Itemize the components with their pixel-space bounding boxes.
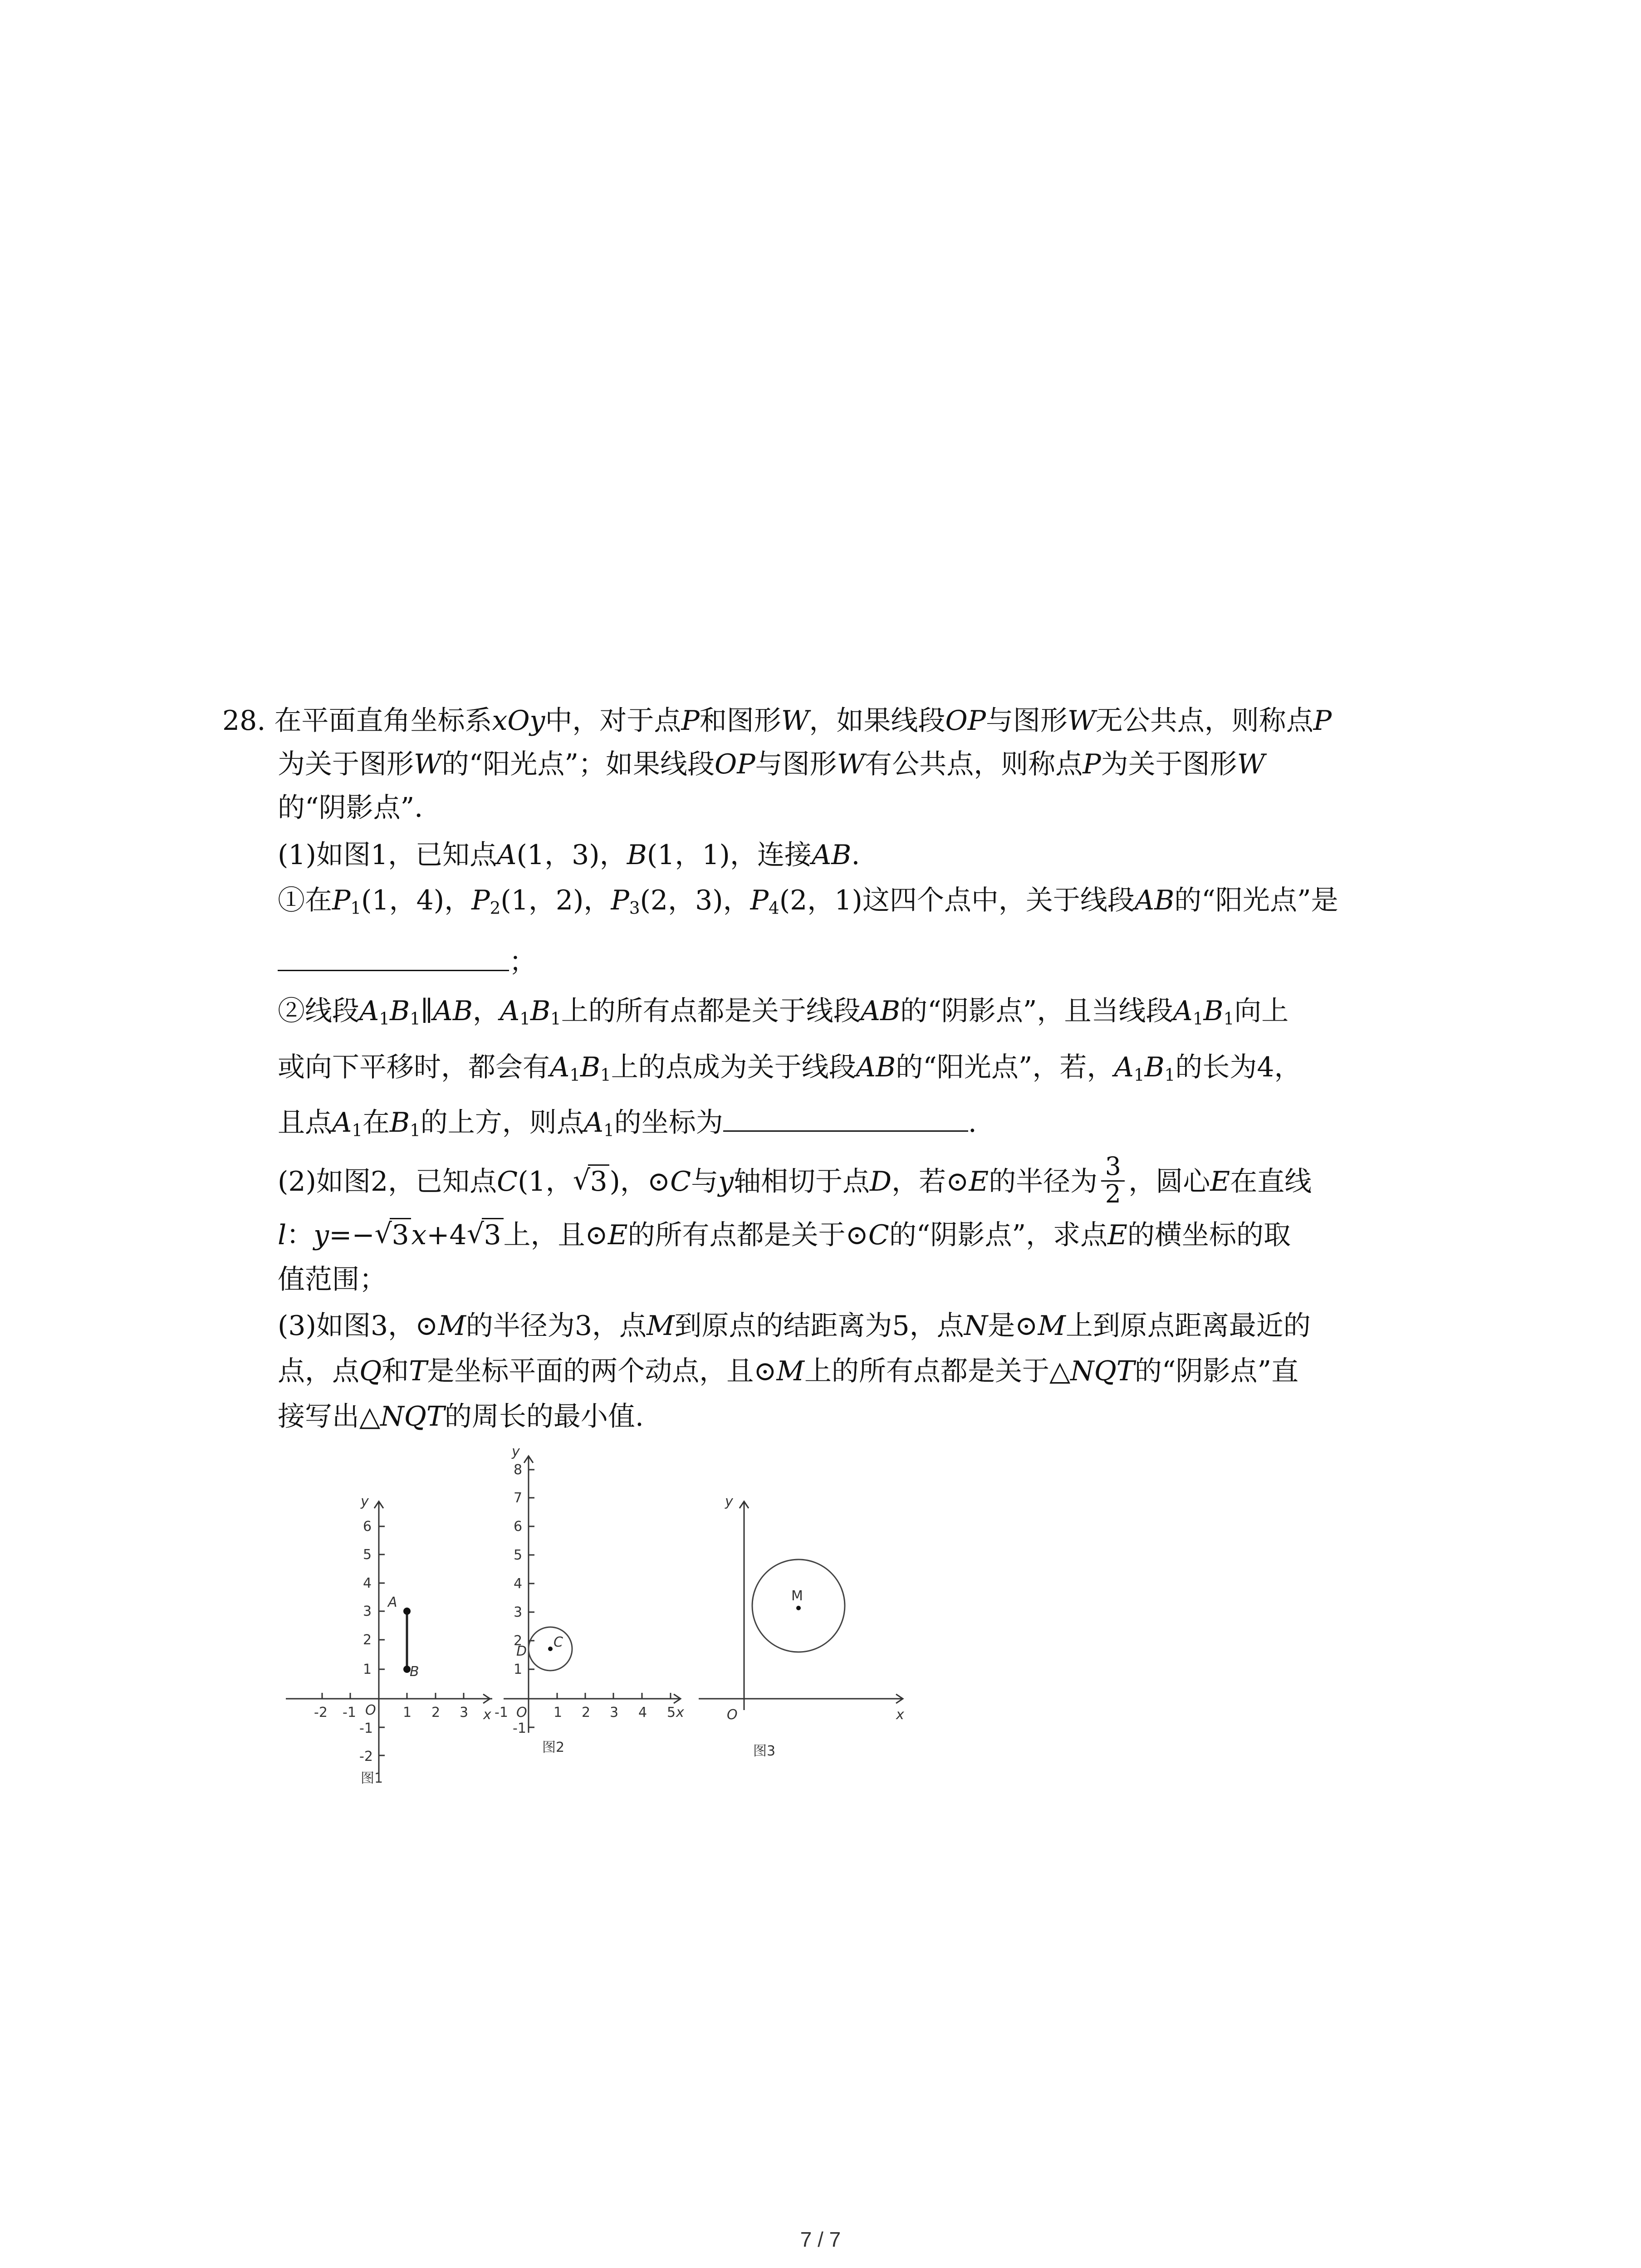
question-2-line-3: 且点$A_1$在$B_1$的上方，则点$A_1$的坐标为 . [278,1107,977,1140]
svg-text:O: O [727,1707,738,1723]
fig3-center-m [796,1606,801,1610]
svg-text:-2: -2 [359,1749,373,1765]
svg-text:x: x [483,1707,491,1723]
figure-1 [277,1488,495,1787]
svg-text:-1: -1 [343,1705,356,1721]
svg-text:2: 2 [363,1632,372,1648]
svg-text:6: 6 [363,1519,372,1535]
part-1-statement: (1)如图1，已知点A(1，3)，B(1，1)，连接AB. [278,839,860,871]
part-3-line-3: 接写出△NQT的周长的最小值. [278,1401,644,1432]
svg-text:1: 1 [514,1662,523,1677]
svg-text:4: 4 [638,1705,647,1721]
svg-text:x: x [676,1705,684,1721]
figure-2 [495,1442,690,1760]
svg-text:3: 3 [514,1604,523,1620]
sqrt-symbol: √ 3 [573,1159,610,1204]
svg-text:1: 1 [554,1705,563,1721]
svg-text:4: 4 [363,1575,372,1591]
question-2-line-2: 或向下平移时，都会有$A_1B_1$上的点成为关于线段AB的“阳光点”，若，$A_1B_1$的长为4， [278,1051,1302,1085]
fraction-three-halves: $\frac{3}{2}$ [1101,1154,1125,1208]
svg-text:y: y [725,1494,733,1510]
svg-text:2: 2 [431,1705,441,1721]
svg-text:-1: -1 [513,1721,526,1736]
svg-text:图3: 图3 [753,1743,776,1759]
problem-number: 28. [222,705,266,737]
svg-text:1: 1 [403,1705,412,1721]
problem-intro-line-1: 28. 在平面直角坐标系xOy中，对于点P和图形W，如果线段OP与图形W无公共点，则称点P [222,705,1332,737]
svg-text:y: y [361,1494,369,1510]
question-1: ①在$P_1(1$，4)，$P_2(1$，2)，$P_3(2$，3)，$P_4(2$，1)这四个点中，关于线段AB的“阳光点”是 [278,885,1338,918]
question-1-answer-line: ； [278,940,536,984]
svg-text:-1: -1 [359,1721,373,1736]
svg-text:3: 3 [610,1705,619,1721]
part-3-line-1: (3)如图3，⊙M的半径为3，点M到原点的结距离为5，点N是⊙M上到原点距离最近的 [278,1310,1311,1342]
svg-text:x: x [896,1707,904,1723]
svg-text:3: 3 [460,1705,469,1721]
svg-text:5: 5 [514,1547,523,1563]
svg-text:2: 2 [514,1633,523,1649]
svg-text:2: 2 [582,1705,591,1721]
svg-text:M: M [791,1588,803,1604]
svg-text:6: 6 [514,1519,523,1535]
svg-text:4: 4 [514,1576,523,1592]
svg-text:1: 1 [363,1662,372,1677]
figure-3 [690,1488,912,1760]
part-2-line-3: 值范围； [278,1264,387,1295]
svg-text:y: y [512,1444,520,1460]
svg-text:O: O [516,1705,527,1721]
svg-text:5: 5 [363,1547,372,1563]
svg-text:8: 8 [514,1462,523,1478]
svg-text:O: O [365,1702,376,1718]
part-2-line-2: l：y=−√ 3x+4√ 3上，且⊙E的所有点都是关于⊙C的“阴影点”，求点E的横坐标的取 [278,1213,1291,1257]
svg-text:A: A [388,1594,397,1610]
svg-text:-2: -2 [314,1705,328,1721]
svg-text:图2: 图2 [542,1740,565,1755]
problem-intro-line-3: 的“阴影点”． [278,792,442,824]
svg-text:C: C [554,1634,563,1650]
problem-intro-line-2: 为关于图形W的“阳光点”；如果线段OP与图形W有公共点，则称点P为关于图形W [278,748,1265,780]
svg-text:3: 3 [363,1603,372,1619]
part-2-line-1: (2)如图2，已知点C(1，√ 3)，⊙C与y轴相切于点D，若⊙E的半径为 $\frac{3}{2}$ ，圆心E在直线 [278,1157,1312,1211]
answer-blank-1[interactable] [278,945,509,971]
page-number: 7 / 7 [800,2228,841,2251]
svg-text:7: 7 [514,1490,523,1506]
svg-text:-1: -1 [495,1705,508,1721]
svg-text:B: B [410,1664,419,1680]
fig1-point-a [403,1608,411,1615]
part-3-line-2: 点，点Q和T是坐标平面的两个动点，且⊙M上的所有点都是关于△NQT的“阴影点”直 [278,1355,1299,1387]
question-2-line-1: ②线段$A_1B_1\parallel AB$，$A_1B_1$上的所有点都是关于线段AB的“阴影点”，且当线段$A_1B_1$向上 [278,995,1289,1029]
svg-text:D: D [516,1643,527,1659]
fig2-center-c [548,1647,553,1651]
svg-text:图1: 图1 [361,1770,383,1786]
svg-text:5: 5 [667,1705,676,1721]
answer-blank-2[interactable] [723,1106,968,1132]
